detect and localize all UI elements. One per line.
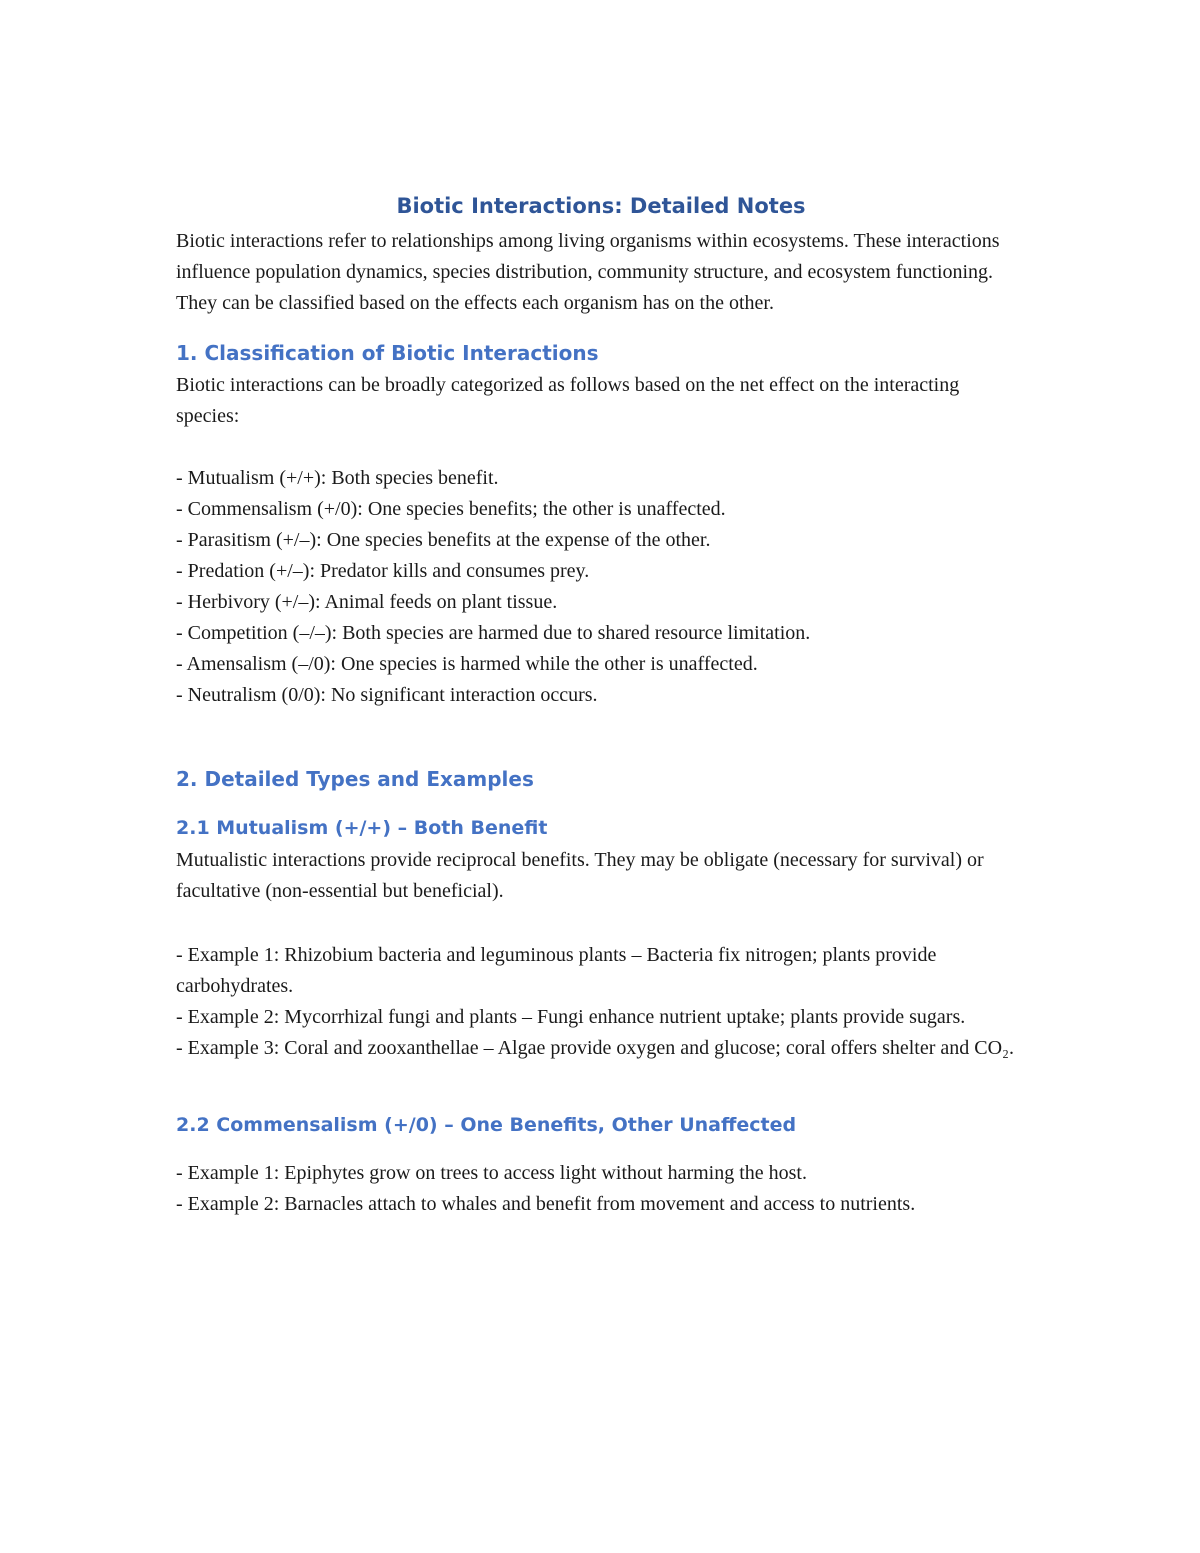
subsection-2-2-heading: 2.2 Commensalism (+/0) – One Benefits, Other Unaffected (176, 1114, 797, 1136)
list-item: - Mutualism (+/+): Both species benefit. (176, 467, 499, 489)
section-1-heading: 1. Classification of Biotic Interactions (176, 341, 599, 365)
subsection-2-1-lead: Mutualistic interactions provide reciprocal benefits. They may be obligate (necessary for survival) or facultative (non-essential but beneficial). (176, 849, 984, 902)
list-item: - Neutralism (0/0): No significant interaction occurs. (176, 684, 598, 706)
list-item: - Parasitism (+/–): One species benefits at the expense of the other. (176, 529, 711, 551)
list-item: - Example 2: Mycorrhizal fungi and plants – Fungi enhance nutrient uptake; plants provide sugars. (176, 1006, 966, 1028)
subsection-2-1-heading: 2.1 Mutualism (+/+) – Both Benefit (176, 817, 548, 839)
list-item: - Competition (–/–): Both species are harmed due to shared resource limitation. (176, 622, 811, 644)
list-item: - Commensalism (+/0): One species benefits; the other is unaffected. (176, 498, 726, 520)
mutualism-examples (176, 940, 1026, 1064)
document-title: Biotic Interactions: Detailed Notes (396, 194, 806, 218)
section-2-heading: 2. Detailed Types and Examples (176, 767, 534, 791)
document-page (176, 186, 1026, 1220)
list-item: - Example 2: Barnacles attach to whales and benefit from movement and access to nutrients. (176, 1193, 916, 1215)
commensalism-examples (176, 1158, 1026, 1220)
list-item: - Amensalism (–/0): One species is harmed while the other is unaffected. (176, 653, 758, 675)
interaction-list (176, 463, 1026, 711)
list-item: - Example 3: Coral and zooxanthellae – Algae provide oxygen and glucose; coral offers shelter and CO₂. (176, 1037, 1015, 1059)
list-item: - Example 1: Rhizobium bacteria and leguminous plants – Bacteria fix nitrogen; plants provide carbohydrates. (176, 944, 937, 997)
list-item: - Example 1: Epiphytes grow on trees to access light without harming the host. (176, 1162, 807, 1184)
section-1-lead: Biotic interactions can be broadly categorized as follows based on the net effect on the interacting species: (176, 374, 960, 427)
list-item: - Herbivory (+/–): Animal feeds on plant tissue. (176, 591, 558, 613)
list-item: - Predation (+/–): Predator kills and consumes prey. (176, 560, 590, 582)
intro-paragraph: Biotic interactions refer to relationships among living organisms within ecosystems. These interactions influence population dynamics, species distribution, community structure, and ecosystem functioning. They can be classified based on the effects each organism has on the other. (176, 230, 1000, 314)
